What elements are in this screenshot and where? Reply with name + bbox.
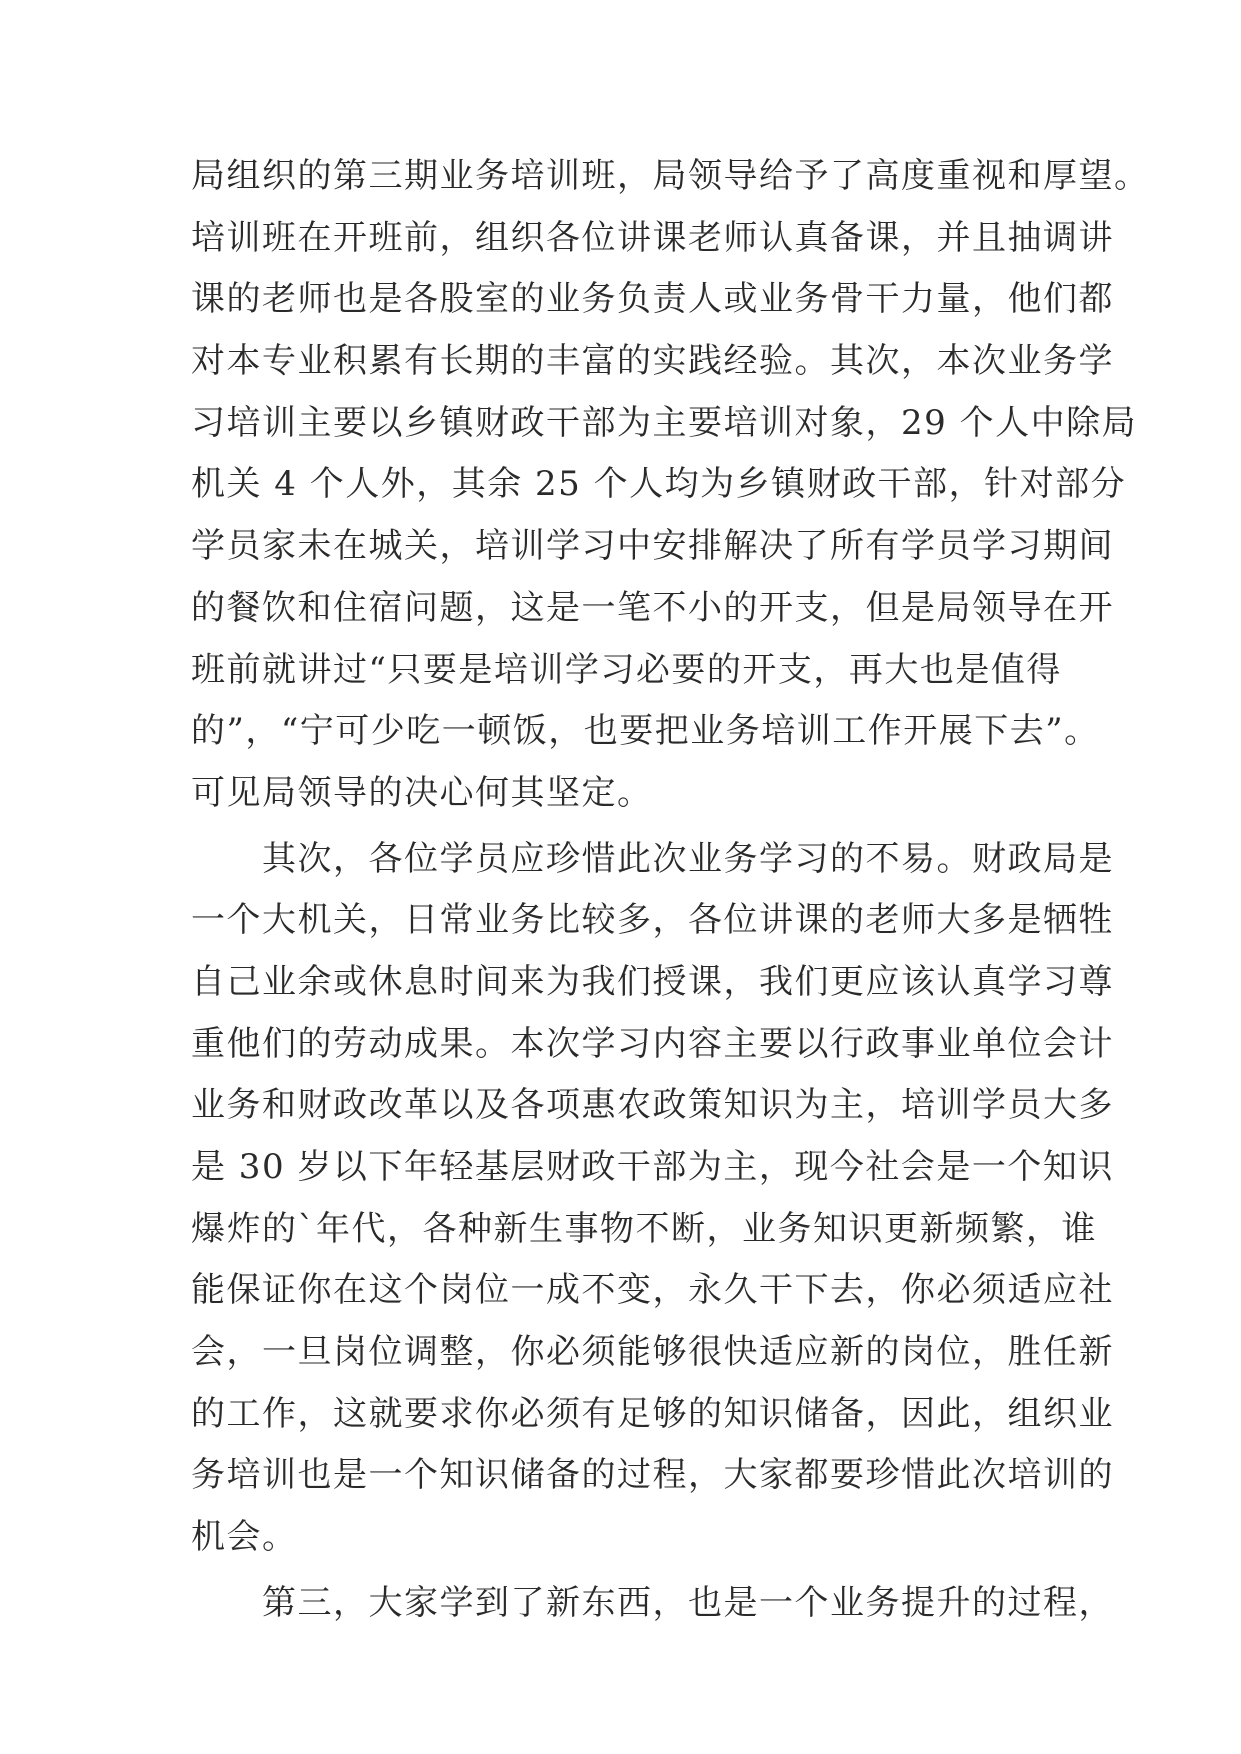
text-line: 会，一旦岗位调整，你必须能够很快适应新的岗位，胜任新 xyxy=(191,1332,1114,1373)
text-line: 自己业余或休息时间来为我们授课，我们更应该认真学习尊 xyxy=(191,961,1114,1002)
document-body xyxy=(191,146,1150,1635)
text-line: 局组织的第三期业务培训班，局领导给予了高度重视和厚望。 xyxy=(191,156,1150,196)
text-line: 机关 4 个人外，其余 25 个人均为乡镇财政干部，针对部分 xyxy=(191,464,1127,505)
text-line: 一个大机关，日常业务比较多，各位讲课的老师大多是牺牲 xyxy=(191,900,1114,941)
text-line: 能保证你在这个岗位一成不变，永久干下去，你必须适应社 xyxy=(191,1270,1114,1311)
text-line: 课的老师也是各股室的业务负责人或业务骨干力量，他们都 xyxy=(191,279,1114,320)
text-line: 可见局领导的决心何其坚定。 xyxy=(191,772,653,813)
text-line: 的餐饮和住宿问题，这是一笔不小的开支，但是局领导在开 xyxy=(191,587,1114,628)
text-line: 重他们的劳动成果。本次学习内容主要以行政事业单位会计 xyxy=(191,1023,1114,1064)
text-line: 学员家未在城关，培训学习中安排解决了所有学员学习期间 xyxy=(191,526,1114,567)
text-line: 习培训主要以乡镇财政干部为主要培训对象，29 个人中除局 xyxy=(191,402,1138,443)
paragraph-start-line: 其次，各位学员应珍惜此次业务学习的不易。财政局是 xyxy=(191,838,1114,879)
text-line: 的”，“宁可少吃一顿饭，也要把业务培训工作开展下去”。 xyxy=(191,711,1100,752)
text-line: 是 30 岁以下年轻基层财政干部为主，现今社会是一个知识 xyxy=(191,1147,1114,1187)
text-line: 务培训也是一个知识储备的过程，大家都要珍惜此次培训的 xyxy=(191,1455,1114,1496)
text-line: 爆炸的`年代，各种新生事物不断，业务知识更新频繁，谁 xyxy=(191,1208,1097,1249)
paragraph-start-line: 第三，大家学到了新东西，也是一个业务提升的过程， xyxy=(191,1582,1114,1623)
text-line: 对本专业积累有长期的丰富的实践经验。其次，本次业务学 xyxy=(191,341,1114,382)
text-line: 培训班在开班前，组织各位讲课老师认真备课，并且抽调讲 xyxy=(191,217,1114,258)
text-line: 班前就讲过“只要是培训学习必要的开支，再大也是值得 xyxy=(191,649,1062,690)
text-line: 的工作，这就要求你必须有足够的知识储备，因此，组织业 xyxy=(191,1393,1114,1434)
text-line: 业务和财政改革以及各项惠农政策知识为主，培训学员大多 xyxy=(191,1085,1114,1126)
text-line: 机会。 xyxy=(191,1517,298,1558)
